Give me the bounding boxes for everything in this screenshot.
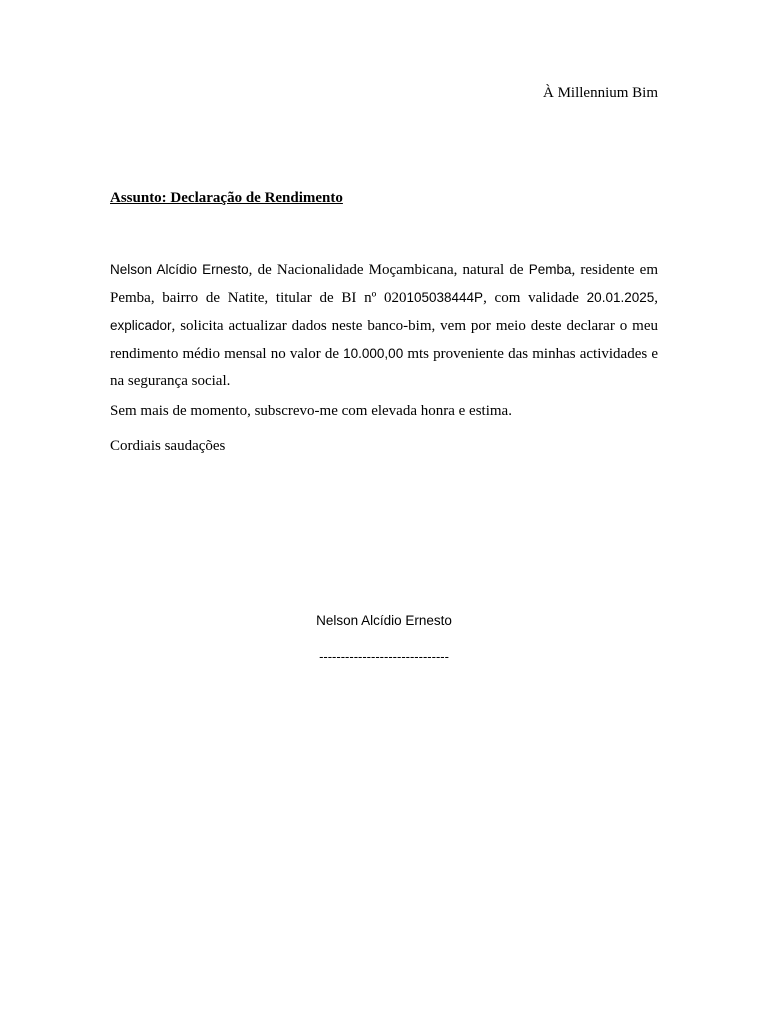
body-paragraph	[110, 256, 658, 395]
recipient-line: À Millennium Bim	[542, 85, 658, 101]
bi-number: 105038444P	[406, 290, 484, 305]
body-text-6: mts proveniente das minhas actividades e na segurança social.	[110, 346, 658, 389]
regards-line: Cordiais saudações	[110, 438, 226, 454]
body-text-3: , com validade	[483, 290, 587, 306]
body-text-4: ,	[654, 290, 658, 306]
signature-line: ------------------------------	[319, 649, 449, 664]
subject-heading: Assunto: Declaração de Rendimento	[110, 190, 343, 206]
profession: explicador	[110, 318, 172, 333]
declarant-name: Nelson Alcídio Ernesto	[110, 262, 249, 277]
closing-sentence: Sem mais de momento, subscrevo-me com elevada honra e estima.	[110, 403, 512, 419]
signature-name: Nelson Alcídio Ernesto	[316, 613, 452, 628]
body-text-1: , de Nacionalidade Moçambicana, natural de	[248, 262, 529, 278]
birthplace: Pemba	[528, 262, 572, 277]
body-text-2: , residente em Pemba, bairro de Natite, titular de BI nº 020	[110, 262, 659, 306]
income-amount: 10.000,00	[343, 346, 404, 361]
body-text-5: , solicita actualizar dados neste banco-bim, vem por meio deste declarar o meu rendimento médio mensal no valor de	[110, 318, 658, 362]
validity-date: 20.01.2025	[586, 290, 655, 305]
